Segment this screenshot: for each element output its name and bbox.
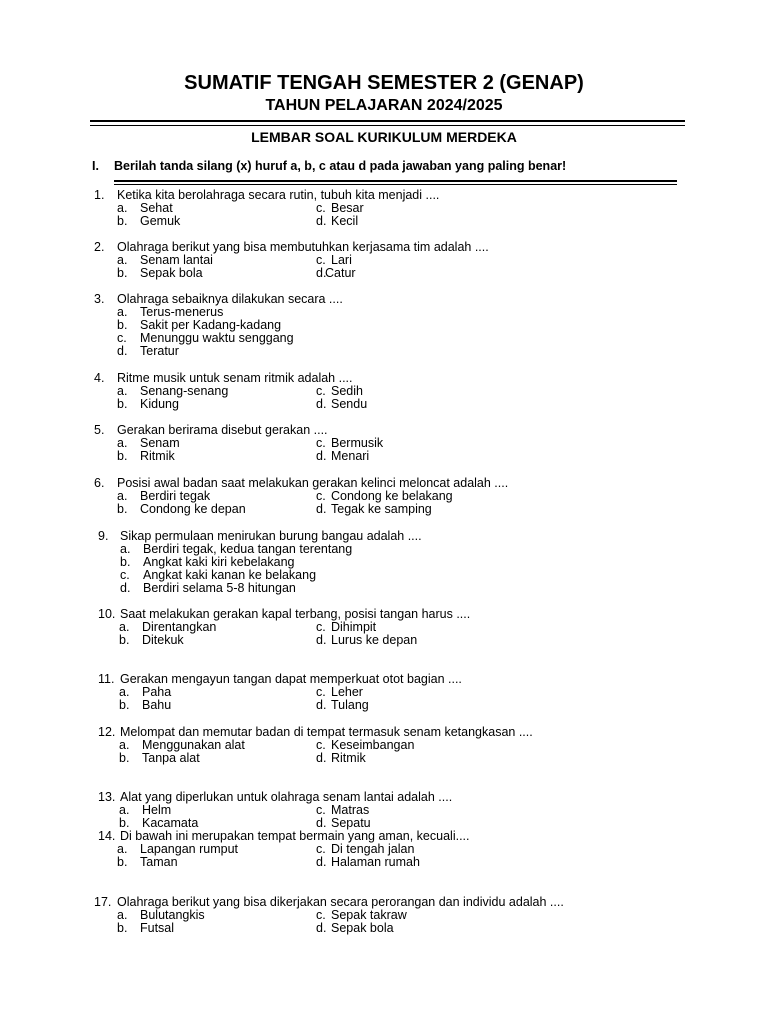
section-instruction-text: Berilah tanda silang (x) huruf a, b, c atau d pada jawaban yang paling benar! [114,159,567,173]
question-number: 14. [98,829,116,843]
option-text: Lapangan rumput [140,842,238,856]
option-letter: d. [316,502,327,516]
option-text: Direntangkan [142,620,217,634]
option-text: Kecil [331,214,359,228]
option-text: Ritmik [331,751,366,765]
option-text: Menari [331,449,370,463]
option-text: Dihimpit [331,620,377,634]
option-letter: c. [117,331,127,345]
option-letter: d. [316,816,327,830]
question-text: Saat melakukan gerakan kapal terbang, posisi tangan harus .... [120,607,471,621]
option-letter: d. [316,397,327,411]
academic-year: TAHUN PELAJARAN 2024/2025 [265,97,503,114]
option-letter: a. [119,803,130,817]
question-number: 3. [94,292,105,306]
option-text: Futsal [140,921,175,935]
option-letter: c. [316,908,326,922]
question-text: Ritme musik untuk senam ritmik adalah .... [117,371,353,385]
option-letter: d. [316,751,327,765]
section-instruction [92,158,566,174]
option-text: Condong ke belakang [331,489,453,503]
question-number: 2. [94,240,105,254]
option-text: Leher [331,685,363,699]
option-letter: d. [316,266,327,280]
option-text: Berdiri tegak, kedua tangan terentang [143,542,353,556]
option-letter: c. [316,436,326,450]
option-letter: c. [316,685,326,699]
question-text: Alat yang diperlukan untuk olahraga senam lantai adalah .... [120,790,453,804]
option-letter: b. [117,318,128,332]
option-text: Kidung [140,397,179,411]
option-letter: c. [316,253,326,267]
option-text: Taman [140,855,178,869]
option-letter: b. [119,816,130,830]
option-text: Paha [142,685,172,699]
option-letter: c. [316,384,326,398]
option-letter: a. [117,489,128,503]
option-text: Ritmik [140,449,175,463]
question-text: Gerakan mengayun tangan dapat memperkuat otot bagian .... [120,672,462,686]
option-text: Angkat kaki kiri kebelakang [143,555,295,569]
option-text: Bahu [142,698,172,712]
option-letter: d. [316,855,327,869]
option-letter: a. [119,620,130,634]
option-letter: b. [119,698,130,712]
option-letter: a. [119,738,130,752]
option-text: Sepatu [331,816,371,830]
question-number: 1. [94,188,105,202]
question-item [0,896,768,935]
option-letter: d. [117,344,128,358]
option-text: Helm [142,803,172,817]
question-text: Olahraga berikut yang bisa dikerjakan secara perorangan dan individu adalah .... [117,895,564,909]
option-text: Kacamata [142,816,199,830]
option-text: Angkat kaki kanan ke belakang [143,568,317,582]
question-item [0,293,768,358]
option-letter: a. [117,436,128,450]
option-text: Di tengah jalan [331,842,415,856]
question-text: Olahraga berikut yang bisa membutuhkan kerjasama tim adalah .... [117,240,489,254]
sheet-title: LEMBAR SOAL KURIKULUM MERDEKA [251,129,517,145]
option-letter: c. [316,738,326,752]
question-item [0,673,768,712]
question-text: Gerakan berirama disebut gerakan .... [117,423,328,437]
option-letter: b. [119,633,130,647]
option-text: Senam lantai [140,253,213,267]
option-letter: c. [120,568,130,582]
question-item [0,830,768,869]
option-letter: d. [316,214,327,228]
option-letter: c. [316,201,326,215]
question-item [0,241,768,280]
option-text: Sepak bola [140,266,203,280]
option-text: Senam [140,436,180,450]
option-text: Keseimbangan [331,738,415,752]
option-text: Berdiri tegak [140,489,211,503]
question-number: 17. [94,895,112,909]
question-number: 4. [94,371,105,385]
option-text: Tulang [331,698,369,712]
option-letter: b. [117,449,128,463]
question-number: 6. [94,476,105,490]
question-item [0,424,768,463]
question-number: 10. [98,607,116,621]
question-item [0,189,768,228]
question-text: Sikap permulaan menirukan burung bangau adalah .... [120,529,422,543]
option-text: Sehat [140,201,173,215]
option-letter: b. [117,397,128,411]
option-letter: a. [117,908,128,922]
option-letter: a. [117,305,128,319]
question-number: 11. [98,672,115,686]
option-letter: b. [117,214,128,228]
option-text: Halaman rumah [331,855,420,869]
option-letter: c. [316,620,326,634]
option-text: Catur [325,266,356,280]
section-number: I. [92,159,99,173]
option-letter: d. [316,449,327,463]
header-divider [90,120,685,126]
question-item [0,791,768,830]
question-item [0,608,768,647]
option-text: Matras [331,803,370,817]
option-text: Teratur [140,344,179,358]
question-number: 5. [94,423,105,437]
option-letter: b. [120,555,131,569]
option-letter: a. [117,384,128,398]
question-number: 13. [98,790,116,804]
option-letter: d. [316,698,327,712]
question-text: Melompat dan memutar badan di tempat termasuk senam ketangkasan .... [120,725,533,739]
exam-title: SUMATIF TENGAH SEMESTER 2 (GENAP) [184,72,584,94]
option-text: Sedih [331,384,363,398]
question-text: Olahraga sebaiknya dilakukan secara .... [117,292,343,306]
option-text: Terus-menerus [140,305,224,319]
option-text: Lari [331,253,352,267]
option-text: Menggunakan alat [142,738,245,752]
question-number: 12. [98,725,116,739]
question-item [0,530,768,595]
question-text: Ketika kita berolahraga secara rutin, tubuh kita menjadi .... [117,188,440,202]
option-text: Sepak bola [331,921,394,935]
option-text: Gemuk [140,214,181,228]
question-text: Posisi awal badan saat melakukan gerakan kelinci meloncat adalah .... [117,476,509,490]
option-text: Berdiri selama 5-8 hitungan [143,581,296,595]
option-letter: d. [316,633,327,647]
option-text: Sepak takraw [331,908,407,922]
option-letter: a. [117,253,128,267]
option-text: Besar [331,201,364,215]
option-letter: c. [316,489,326,503]
option-letter: b. [119,751,130,765]
option-text: Condong ke depan [140,502,246,516]
section-divider [114,180,677,185]
option-letter: b. [117,266,128,280]
option-text: Menunggu waktu senggang [140,331,294,345]
question-item [0,372,768,411]
option-text: Bermusik [331,436,384,450]
option-letter: b. [117,855,128,869]
question-item [0,726,768,765]
option-letter: b. [117,502,128,516]
option-text: Ditekuk [142,633,184,647]
option-letter: d. [120,581,131,595]
option-letter: d. [316,921,327,935]
option-letter: a. [120,542,131,556]
question-text: Di bawah ini merupakan tempat bermain yang aman, kecuali.... [120,829,470,843]
option-letter: c. [316,842,326,856]
option-text: Sakit per Kadang-kadang [140,318,282,332]
option-letter: a. [119,685,130,699]
question-item [0,477,768,516]
option-letter: c. [316,803,326,817]
option-text: Tanpa alat [142,751,200,765]
option-text: Tegak ke samping [331,502,432,516]
option-text: Senang-senang [140,384,229,398]
option-text: Lurus ke depan [331,633,418,647]
option-text: Bulutangkis [140,908,205,922]
option-text: Sendu [331,397,368,411]
option-letter: b. [117,921,128,935]
option-letter: a. [117,842,128,856]
option-letter: a. [117,201,128,215]
question-number: 9. [98,529,109,543]
